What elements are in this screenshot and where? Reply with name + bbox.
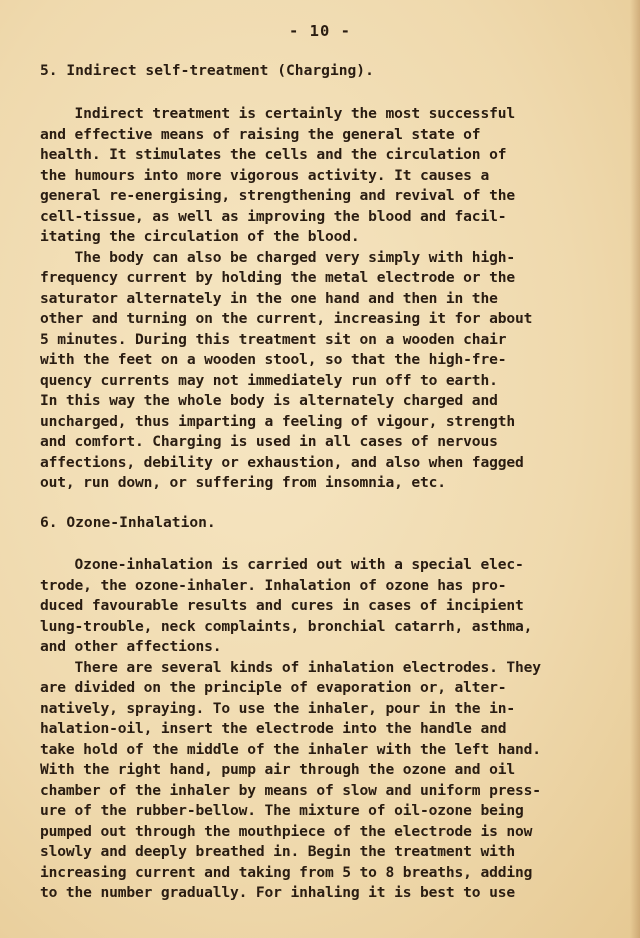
text-line: chamber of the inhaler by means of slow and uniform press- (40, 781, 541, 799)
text-line: There are several kinds of inhalation electrodes. They (40, 658, 541, 676)
text-line: halation-oil, insert the electrode into the handle and (40, 720, 507, 737)
text-line: pumped out through the mouthpiece of the electrode is now (40, 822, 533, 840)
section-6-paragraph-2 (40, 658, 541, 904)
text-line: to the number gradually. For inhaling it is best to use (40, 884, 515, 901)
text-line: take hold of the middle of the inhaler with the left hand. (40, 740, 541, 758)
section-6-paragraph-1 (40, 555, 532, 658)
text-line: with the feet on a wooden stool, so that the high-fre- (40, 351, 507, 368)
section-5-paragraph-1 (40, 104, 515, 248)
text-line: health. It stimulates the cells and the circulation of (40, 146, 507, 163)
text-line: general re-energising, strengthening and revival of the (40, 187, 515, 204)
text-line: trode, the ozone-inhaler. Inhalation of ozone has pro- (40, 576, 507, 594)
text-line: The body can also be charged very simply with high- (40, 248, 515, 266)
text-line: quency currents may not immediately run off to earth. (40, 371, 498, 389)
text-line: increasing current and taking from 5 to 8 breaths, adding (40, 863, 533, 881)
text-line: and comfort. Charging is used in all cases of nervous (40, 433, 498, 450)
section-heading-6: 6. Ozone-Inhalation. (40, 514, 216, 531)
section-5-paragraph-2 (40, 248, 532, 494)
text-line: slowly and deeply breathed in. Begin the treatment with (40, 843, 515, 860)
text-line: Indirect treatment is certainly the most successful (40, 105, 515, 122)
text-line: and effective means of raising the general state of (40, 125, 481, 143)
text-line: out, run down, or suffering from insomnia, etc. (40, 474, 446, 491)
section-heading-5: 5. Indirect self-treatment (Charging). (40, 62, 374, 79)
text-line: uncharged, thus imparting a feeling of vigour, strength (40, 412, 515, 430)
text-line: ure of the rubber-bellow. The mixture of oil-ozone being (40, 802, 524, 819)
text-line: the humours into more vigorous activity. It causes a (40, 166, 490, 184)
text-line: and other affections. (40, 638, 222, 655)
text-line: cell-tissue, as well as improving the blood and facil- (40, 207, 507, 225)
page-number: - 10 - (289, 22, 351, 40)
text-line: affections, debility or exhaustion, and also when fagged (40, 453, 524, 471)
text-line: 5 minutes. During this treatment sit on a wooden chair (40, 330, 507, 348)
text-line: itating the circulation of the blood. (40, 228, 360, 245)
text-line: duced favourable results and cures in cases of incipient (40, 597, 524, 614)
text-line: frequency current by holding the metal electrode or the (40, 269, 515, 286)
text-line: lung-trouble, neck complaints, bronchial catarrh, asthma, (40, 617, 533, 635)
text-line: saturator alternately in the one hand and then in the (40, 289, 498, 307)
text-line: other and turning on the current, increasing it for about (40, 310, 533, 327)
text-line: With the right hand, pump air through the ozone and oil (40, 761, 515, 778)
text-line: In this way the whole body is alternately charged and (40, 392, 498, 409)
text-line: Ozone-inhalation is carried out with a special elec- (40, 556, 524, 573)
text-line: natively, spraying. To use the inhaler, pour in the in- (40, 699, 515, 717)
page-edge-shadow (630, 0, 640, 938)
text-line: are divided on the principle of evaporation or, alter- (40, 679, 507, 696)
